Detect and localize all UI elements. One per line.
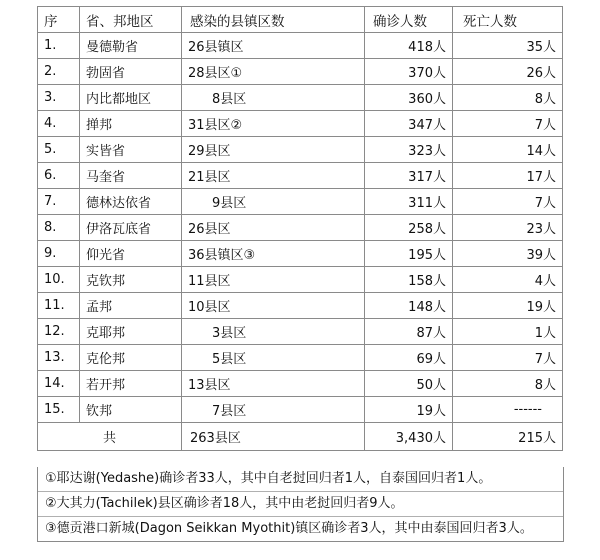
table-row: [38, 59, 563, 85]
table-row: [38, 345, 563, 371]
row-counties: 8县区: [182, 85, 365, 111]
row-seq: 11.: [38, 293, 80, 319]
table-row: [38, 85, 563, 111]
row-confirmed: 19人: [365, 397, 453, 423]
row-counties: 3县区: [182, 319, 365, 345]
row-seq: 8.: [38, 215, 80, 241]
row-confirmed: 195人: [365, 241, 453, 267]
row-deaths: 14人: [453, 137, 563, 163]
row-deaths: 39人: [453, 241, 563, 267]
row-seq: 12.: [38, 319, 80, 345]
row-confirmed: 87人: [365, 319, 453, 345]
row-counties: 21县区: [182, 163, 365, 189]
row-seq: 5.: [38, 137, 80, 163]
row-seq: 14.: [38, 371, 80, 397]
row-confirmed: 418人: [365, 33, 453, 59]
row-region: 马奎省: [80, 163, 182, 189]
row-confirmed: 258人: [365, 215, 453, 241]
row-region: 内比都地区: [80, 85, 182, 111]
row-deaths: 7人: [453, 189, 563, 215]
total-label: 共: [38, 423, 182, 451]
row-deaths: 35人: [453, 33, 563, 59]
table-row: [38, 293, 563, 319]
table-body: [38, 33, 563, 451]
row-seq: 4.: [38, 111, 80, 137]
row-counties: 28县区①: [182, 59, 365, 85]
row-region: 掸邦: [80, 111, 182, 137]
row-counties: 31县区②: [182, 111, 365, 137]
row-deaths: 1人: [453, 319, 563, 345]
table-row: [38, 111, 563, 137]
row-deaths: 17人: [453, 163, 563, 189]
row-deaths: 23人: [453, 215, 563, 241]
row-seq: 7.: [38, 189, 80, 215]
footnotes: [37, 467, 564, 542]
row-region: 曼德勒省: [80, 33, 182, 59]
row-counties: 36县镇区③: [182, 241, 365, 267]
row-deaths: 8人: [453, 85, 563, 111]
table-row: [38, 163, 563, 189]
table-row: [38, 215, 563, 241]
header-counties: 感染的县镇区数: [182, 7, 365, 33]
row-seq: 2.: [38, 59, 80, 85]
row-region: 克钦邦: [80, 267, 182, 293]
row-counties: 29县区: [182, 137, 365, 163]
row-seq: 13.: [38, 345, 80, 371]
total-counties: 263县区: [182, 423, 365, 451]
row-region: 孟邦: [80, 293, 182, 319]
row-counties: 26县镇区: [182, 33, 365, 59]
row-region: 克伦邦: [80, 345, 182, 371]
row-counties: 9县区: [182, 189, 365, 215]
row-confirmed: 323人: [365, 137, 453, 163]
header-confirmed: 确诊人数: [365, 7, 453, 33]
row-confirmed: 69人: [365, 345, 453, 371]
row-confirmed: 311人: [365, 189, 453, 215]
total-confirmed: 3,430人: [365, 423, 453, 451]
row-deaths: 4人: [453, 267, 563, 293]
header-row: [38, 7, 563, 33]
row-confirmed: 370人: [365, 59, 453, 85]
row-seq: 10.: [38, 267, 80, 293]
row-counties: 5县区: [182, 345, 365, 371]
row-region: 若开邦: [80, 371, 182, 397]
row-counties: 11县区: [182, 267, 365, 293]
row-seq: 1.: [38, 33, 80, 59]
footnote-1: ①耶达谢(Yedashe)确诊者33人，其中自老挝回归者1人，自泰国回归者1人。: [45, 471, 492, 486]
table-row: [38, 319, 563, 345]
row-region: 伊洛瓦底省: [80, 215, 182, 241]
row-confirmed: 50人: [365, 371, 453, 397]
row-confirmed: 360人: [365, 85, 453, 111]
row-confirmed: 347人: [365, 111, 453, 137]
row-region: 勃固省: [80, 59, 182, 85]
table-row: [38, 189, 563, 215]
row-region: 德林达依省: [80, 189, 182, 215]
row-deaths: 7人: [453, 345, 563, 371]
row-confirmed: 148人: [365, 293, 453, 319]
row-region: 实皆省: [80, 137, 182, 163]
row-seq: 9.: [38, 241, 80, 267]
row-deaths: 19人: [453, 293, 563, 319]
header-region: 省、邦地区: [80, 7, 182, 33]
table-row: [38, 397, 563, 423]
row-confirmed: 158人: [365, 267, 453, 293]
row-deaths: 26人: [453, 59, 563, 85]
footnote-3: ③德贡港口新城(Dagon Seikkan Myothit)镇区确诊者3人，其中由泰国回归者3人。: [38, 516, 563, 541]
table-row: [38, 371, 563, 397]
header-seq: 序: [38, 7, 80, 33]
row-counties: 7县区: [182, 397, 365, 423]
row-deaths: ------: [453, 397, 563, 423]
row-region: 仰光省: [80, 241, 182, 267]
total-row: [38, 423, 563, 451]
row-seq: 6.: [38, 163, 80, 189]
table-row: [38, 241, 563, 267]
row-deaths: 8人: [453, 371, 563, 397]
covid-statistics-table: [37, 6, 563, 451]
row-counties: 10县区: [182, 293, 365, 319]
row-seq: 3.: [38, 85, 80, 111]
row-counties: 13县区: [182, 371, 365, 397]
footnote-2: ②大其力(Tachilek)县区确诊者18人，其中由老挝回归者9人。: [38, 491, 563, 516]
row-region: 钦邦: [80, 397, 182, 423]
row-region: 克耶邦: [80, 319, 182, 345]
table-row: [38, 137, 563, 163]
row-seq: 15.: [38, 397, 80, 423]
total-deaths: 215人: [453, 423, 563, 451]
row-counties: 26县区: [182, 215, 365, 241]
row-confirmed: 317人: [365, 163, 453, 189]
header-deaths: 死亡人数: [453, 7, 563, 33]
table-row: [38, 33, 563, 59]
table-row: [38, 267, 563, 293]
row-deaths: 7人: [453, 111, 563, 137]
